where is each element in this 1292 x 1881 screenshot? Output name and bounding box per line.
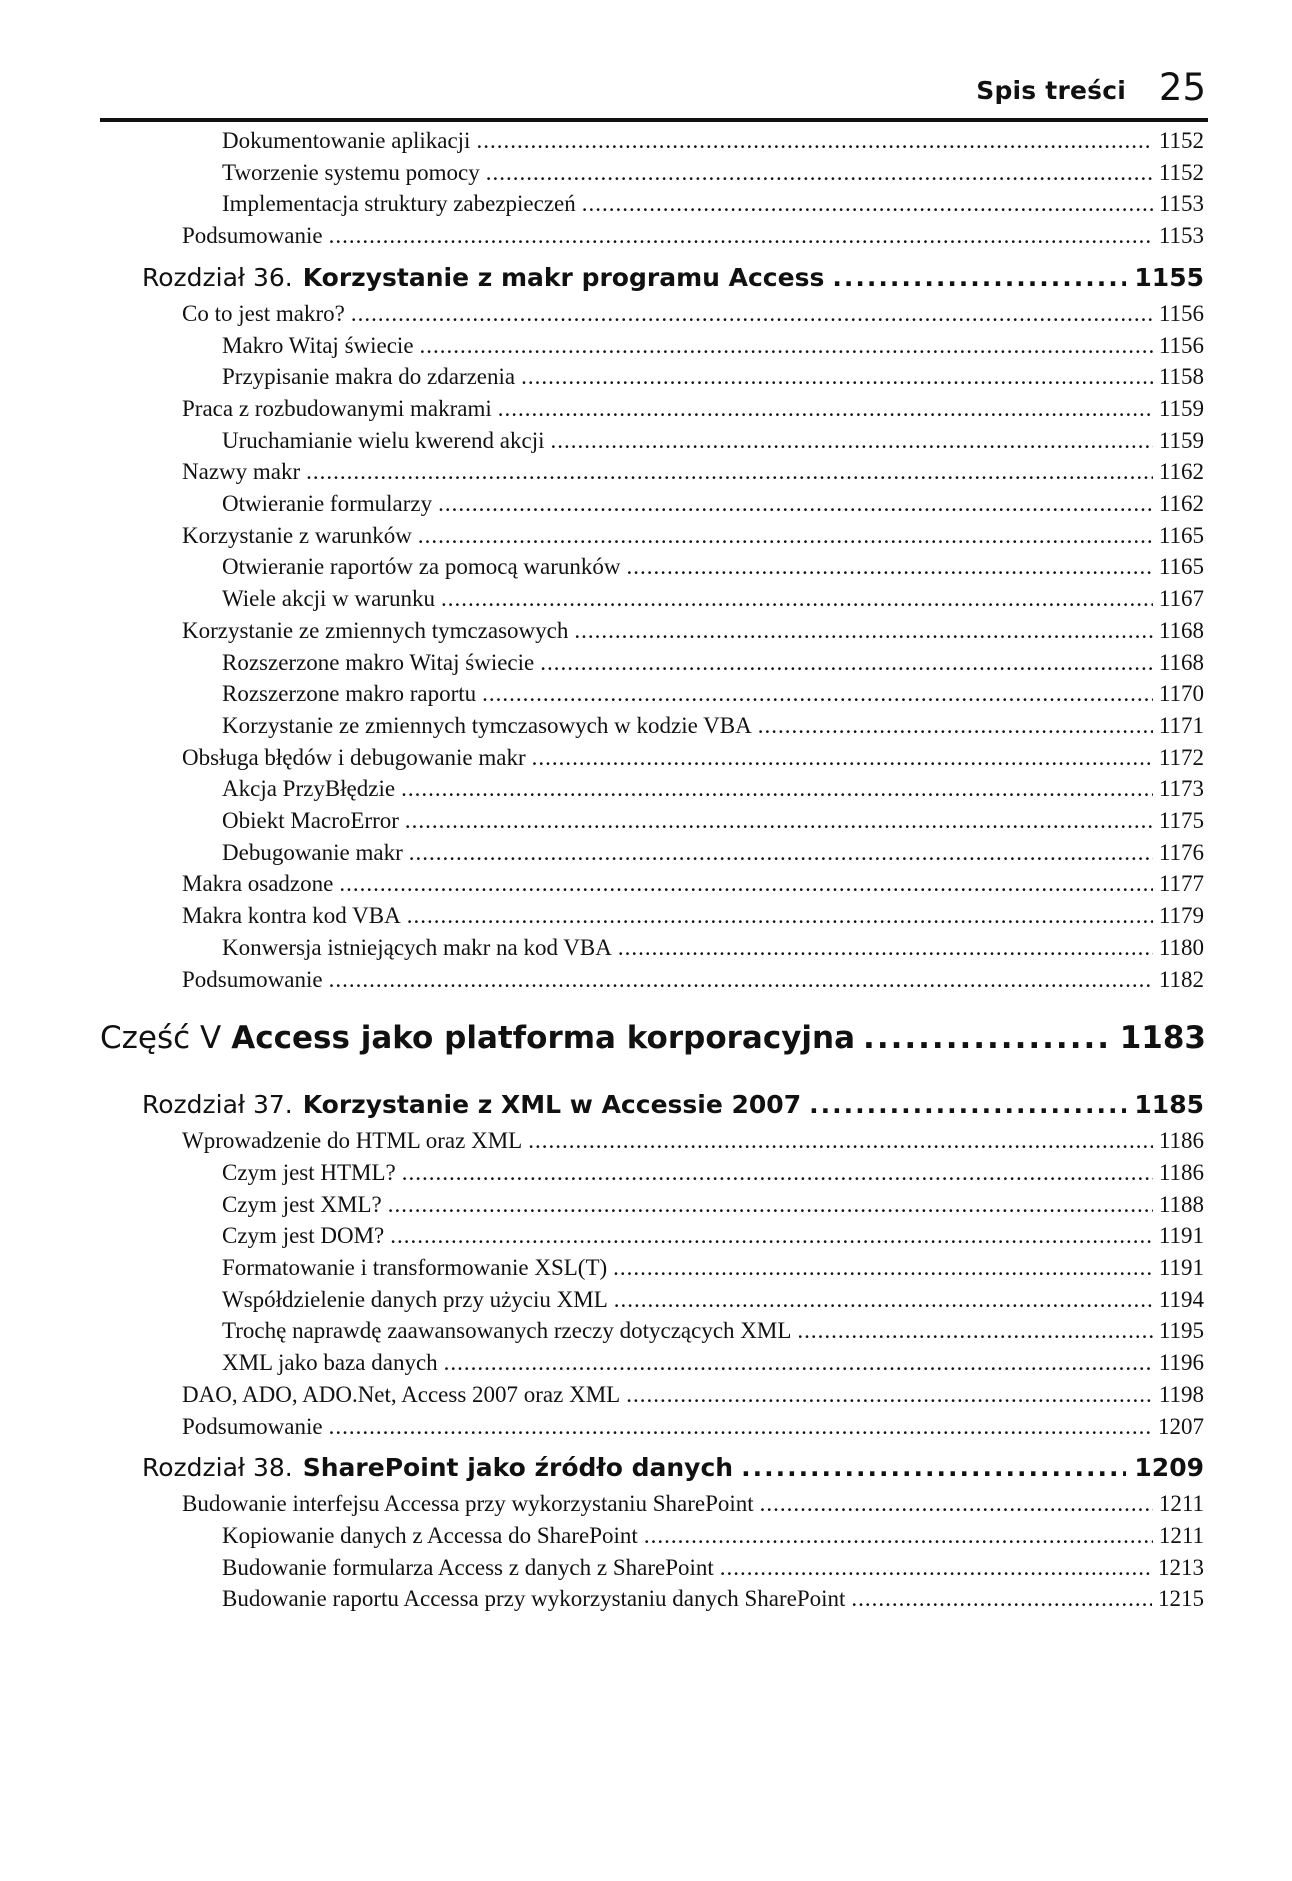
dot-leader xyxy=(551,428,1153,454)
toc-entry-page: 1191 xyxy=(1158,1255,1204,1280)
dot-leader xyxy=(863,1020,1112,1056)
dot-leader xyxy=(644,1523,1153,1549)
toc-entry-title: Obiekt MacroError xyxy=(222,808,399,833)
dot-leader xyxy=(741,1453,1126,1482)
toc-subsection-entry xyxy=(222,191,1204,221)
toc-entry-page: 1153 xyxy=(1158,223,1204,249)
toc-entry-page: 1179 xyxy=(1158,903,1204,929)
toc-entry-page: 1194 xyxy=(1158,1286,1204,1312)
toc-entry-title: Makra osadzone xyxy=(182,871,334,897)
toc-entry-title: Trochę naprawdę zaawansowanych rzeczy dotyczących XML xyxy=(222,1318,792,1344)
toc-entry-page: 1182 xyxy=(1158,966,1204,992)
heading-number: Część V xyxy=(100,1020,222,1057)
toc-entry-title: Budowanie raportu Accessa przy wykorzystaniu danych SharePoint xyxy=(222,1586,846,1612)
toc-entry-page: 1173 xyxy=(1158,776,1204,802)
dot-leader xyxy=(420,333,1153,359)
dot-leader xyxy=(521,364,1153,390)
dot-leader xyxy=(574,618,1152,644)
toc-section-entry xyxy=(182,871,1204,901)
toc-entry-page: 1156 xyxy=(1158,300,1204,326)
toc-entry-title: Makra kontra kod VBA xyxy=(182,903,401,929)
dot-leader xyxy=(329,1414,1152,1440)
toc-entry-title: Debugowanie makr xyxy=(222,839,403,865)
dot-leader xyxy=(444,1350,1153,1376)
chapter-heading xyxy=(142,263,1204,297)
toc-subsection-entry xyxy=(222,1287,1204,1317)
toc-entry-page: 1183 xyxy=(1119,1020,1206,1057)
chapter-heading xyxy=(142,1090,1204,1124)
dot-leader xyxy=(614,1287,1153,1313)
toc-subsection-entry xyxy=(222,364,1204,394)
heading-number: Rozdział 38. xyxy=(142,1453,293,1483)
dot-leader xyxy=(613,1255,1153,1281)
toc-entry-title: DAO, ADO, ADO.Net, Access 2007 oraz XML xyxy=(182,1381,621,1407)
toc-entry-page: 1159 xyxy=(1158,395,1204,421)
toc-entry-title: Podsumowanie xyxy=(182,966,323,992)
toc-entry-page: 1152 xyxy=(1158,128,1204,153)
dot-leader xyxy=(351,301,1153,327)
toc-entry-title: Rozszerzone makro Witaj świecie xyxy=(222,649,535,675)
toc-subsection-entry xyxy=(222,1192,1204,1222)
dot-leader xyxy=(329,967,1153,993)
dot-leader xyxy=(582,191,1153,217)
toc-entry-title: Korzystanie z makr programu Access xyxy=(302,262,825,292)
toc-entry-title: Akcja PrzyBłędzie xyxy=(222,776,396,802)
toc-entry-page: 1172 xyxy=(1158,744,1204,770)
toc-section-entry xyxy=(182,301,1204,331)
dot-leader xyxy=(409,840,1153,866)
toc-entry-page: 1211 xyxy=(1158,1522,1204,1548)
toc-entry-title: Podsumowanie xyxy=(182,1413,323,1439)
heading-number: Rozdział 37. xyxy=(142,1090,293,1120)
toc-subsection-entry xyxy=(222,808,1204,838)
toc-entry-title: Formatowanie i transformowanie XSL(T) xyxy=(222,1255,608,1280)
toc-subsection-entry xyxy=(222,1160,1204,1190)
toc-entry-title: Implementacja struktury zabezpieczeń xyxy=(222,191,576,217)
dot-leader xyxy=(407,903,1153,929)
toc-section-entry xyxy=(182,459,1204,489)
toc-section-entry xyxy=(182,1414,1204,1444)
toc-entry-page: 1162 xyxy=(1158,459,1204,485)
toc-entry-title: Wprowadzenie do HTML oraz XML xyxy=(182,1128,523,1154)
toc-entry-title: Czym jest DOM? xyxy=(222,1223,385,1249)
toc-subsection-entry xyxy=(222,935,1204,965)
dot-leader xyxy=(851,1586,1152,1612)
toc-entry-page: 1153 xyxy=(1158,191,1204,217)
toc-subsection-entry xyxy=(222,713,1204,743)
toc-subsection-entry xyxy=(222,840,1204,870)
toc-section-entry xyxy=(182,396,1204,426)
toc-entry-page: 1186 xyxy=(1158,1159,1204,1185)
toc-entry-title: Budowanie interfejsu Accessa przy wykorzystaniu SharePoint xyxy=(182,1491,754,1517)
toc-entry-page: 1159 xyxy=(1158,427,1204,453)
toc-entry-title: Kopiowanie danych z Accessa do SharePoint xyxy=(222,1522,638,1548)
toc-entry-page: 1186 xyxy=(1158,1128,1204,1154)
dot-leader xyxy=(405,808,1153,834)
heading-number: Rozdział 36. xyxy=(142,262,293,292)
toc-subsection-entry xyxy=(222,554,1204,584)
toc-entry-title: Access jako platforma korporacyjna xyxy=(231,1020,856,1057)
toc-entry-page: 1165 xyxy=(1158,522,1204,548)
toc-entry-title: Otwieranie raportów za pomocą warunków xyxy=(222,554,621,580)
dot-leader xyxy=(418,523,1153,549)
toc-entry-page: 1195 xyxy=(1158,1318,1204,1344)
toc-subsection-entry xyxy=(222,160,1204,190)
toc-entry-title: Korzystanie ze zmiennych tymczasowych xyxy=(182,617,569,643)
toc-section-entry xyxy=(182,523,1204,553)
toc-entry-page: 1177 xyxy=(1158,871,1204,897)
toc-entry-page: 1196 xyxy=(1158,1350,1204,1376)
toc-subsection-entry xyxy=(222,650,1204,680)
toc-subsection-entry xyxy=(222,1255,1204,1285)
toc-entry-page: 1175 xyxy=(1158,808,1204,833)
toc-entry-title: Korzystanie ze zmiennych tymczasowych w kodzie VBA xyxy=(222,712,752,738)
dot-leader xyxy=(809,1090,1126,1119)
toc-entry-title: SharePoint jako źródło danych xyxy=(302,1453,734,1483)
toc-subsection-entry xyxy=(222,1523,1204,1553)
toc-entry-page: 1165 xyxy=(1158,554,1204,580)
toc-entry-page: 1198 xyxy=(1158,1381,1204,1407)
toc-entry-page: 1152 xyxy=(1158,159,1204,185)
toc-entry-title: Uruchamianie wielu kwerend akcji xyxy=(222,427,545,453)
dot-leader xyxy=(760,1491,1153,1517)
toc-entry-title: Współdzielenie danych przy użyciu XML xyxy=(222,1286,608,1312)
dot-leader xyxy=(482,681,1153,707)
toc-entry-title: Obsługa błędów i debugowanie makr xyxy=(182,744,526,770)
toc-section-entry xyxy=(182,1128,1204,1158)
dot-leader xyxy=(540,650,1153,676)
toc-subsection-entry xyxy=(222,1223,1204,1253)
toc-entry-page: 1209 xyxy=(1134,1453,1204,1483)
toc-subsection-entry xyxy=(222,1318,1204,1348)
toc-entry-page: 1170 xyxy=(1158,681,1204,707)
toc-entry-title: Budowanie formularza Access z danych z SharePoint xyxy=(222,1554,714,1580)
dot-leader xyxy=(438,491,1153,517)
toc-entry-title: Tworzenie systemu pomocy xyxy=(222,159,480,185)
toc-entry-title: Wiele akcji w warunku xyxy=(222,586,436,612)
toc-subsection-entry xyxy=(222,776,1204,806)
toc-entry-title: XML jako baza danych xyxy=(222,1350,438,1376)
toc-entry-title: Rozszerzone makro raportu xyxy=(222,681,477,707)
toc-entry-page: 1213 xyxy=(1158,1554,1204,1580)
dot-leader xyxy=(528,1128,1153,1154)
dot-leader xyxy=(720,1555,1152,1581)
dot-leader xyxy=(339,871,1152,897)
toc-subsection-entry xyxy=(222,1586,1204,1616)
toc-section-entry xyxy=(182,1491,1204,1521)
toc-entry-title: Co to jest makro? xyxy=(182,300,345,326)
toc-section-entry xyxy=(182,1382,1204,1412)
toc-entry-title: Praca z rozbudowanymi makrami xyxy=(182,395,492,421)
toc-subsection-entry xyxy=(222,1350,1204,1380)
toc-entry-title: Konwersja istniejących makr na kod VBA xyxy=(222,934,612,960)
dot-leader xyxy=(832,263,1126,292)
toc-subsection-entry xyxy=(222,681,1204,711)
toc-entry-page: 1211 xyxy=(1158,1491,1204,1517)
dot-leader xyxy=(626,1382,1153,1408)
toc-entry-title: Korzystanie z XML w Accessie 2007 xyxy=(302,1090,802,1120)
toc-entry-page: 1156 xyxy=(1158,332,1204,358)
toc-entry-title: Czym jest HTML? xyxy=(222,1159,396,1185)
dot-leader xyxy=(329,223,1153,249)
toc-entry-page: 1176 xyxy=(1158,839,1204,865)
dot-leader xyxy=(401,776,1153,802)
dot-leader xyxy=(797,1318,1152,1344)
toc-subsection-entry xyxy=(222,128,1204,158)
part-heading xyxy=(100,1020,1206,1060)
dot-leader xyxy=(306,459,1153,485)
toc-entry-title: Przypisanie makra do zdarzenia xyxy=(222,364,516,390)
dot-leader xyxy=(441,586,1153,612)
dot-leader xyxy=(532,745,1153,771)
toc-section-entry xyxy=(182,903,1204,933)
dot-leader xyxy=(388,1192,1153,1218)
toc-entry-page: 1207 xyxy=(1158,1413,1204,1439)
toc-entry-title: Czym jest XML? xyxy=(222,1191,382,1217)
chapter-heading xyxy=(142,1453,1204,1487)
dot-leader xyxy=(402,1160,1153,1186)
running-head-title: Spis treści xyxy=(976,76,1126,105)
toc-subsection-entry xyxy=(222,1555,1204,1585)
dot-leader xyxy=(627,554,1153,580)
toc-entry-page: 1215 xyxy=(1158,1586,1204,1612)
toc-entry-title: Podsumowanie xyxy=(182,223,323,249)
toc-section-entry xyxy=(182,967,1204,997)
toc-entry-page: 1180 xyxy=(1158,934,1204,960)
toc-entry-page: 1171 xyxy=(1158,712,1204,738)
toc-entry-title: Korzystanie z warunków xyxy=(182,522,412,548)
toc-section-entry xyxy=(182,618,1204,648)
toc-entry-page: 1158 xyxy=(1158,364,1204,390)
toc-entry-page: 1162 xyxy=(1158,491,1204,516)
toc-subsection-entry xyxy=(222,586,1204,616)
dot-leader xyxy=(618,935,1153,961)
toc-entry-page: 1191 xyxy=(1158,1223,1204,1249)
toc-entry-page: 1185 xyxy=(1134,1090,1204,1120)
toc-entry-title: Otwieranie formularzy xyxy=(222,491,433,516)
toc-section-entry xyxy=(182,745,1204,775)
toc-entry-title: Makro Witaj świecie xyxy=(222,332,414,358)
toc-subsection-entry xyxy=(222,428,1204,458)
toc-entry-page: 1188 xyxy=(1158,1191,1204,1217)
toc-entry-title: Nazwy makr xyxy=(182,459,301,485)
dot-leader xyxy=(486,160,1153,186)
toc-entry-title: Dokumentowanie aplikacji xyxy=(222,128,471,153)
dot-leader xyxy=(758,713,1153,739)
toc-entry-page: 1155 xyxy=(1134,262,1204,292)
toc-entry-page: 1167 xyxy=(1158,586,1204,612)
dot-leader xyxy=(390,1223,1153,1249)
toc-entry-page: 1168 xyxy=(1158,649,1204,675)
toc-entry-page: 1168 xyxy=(1158,617,1204,643)
page-number: 25 xyxy=(1158,66,1206,109)
dot-leader xyxy=(476,128,1152,154)
toc-section-entry xyxy=(182,223,1204,253)
toc-subsection-entry xyxy=(222,491,1204,521)
dot-leader xyxy=(498,396,1153,422)
toc-subsection-entry xyxy=(222,333,1204,363)
